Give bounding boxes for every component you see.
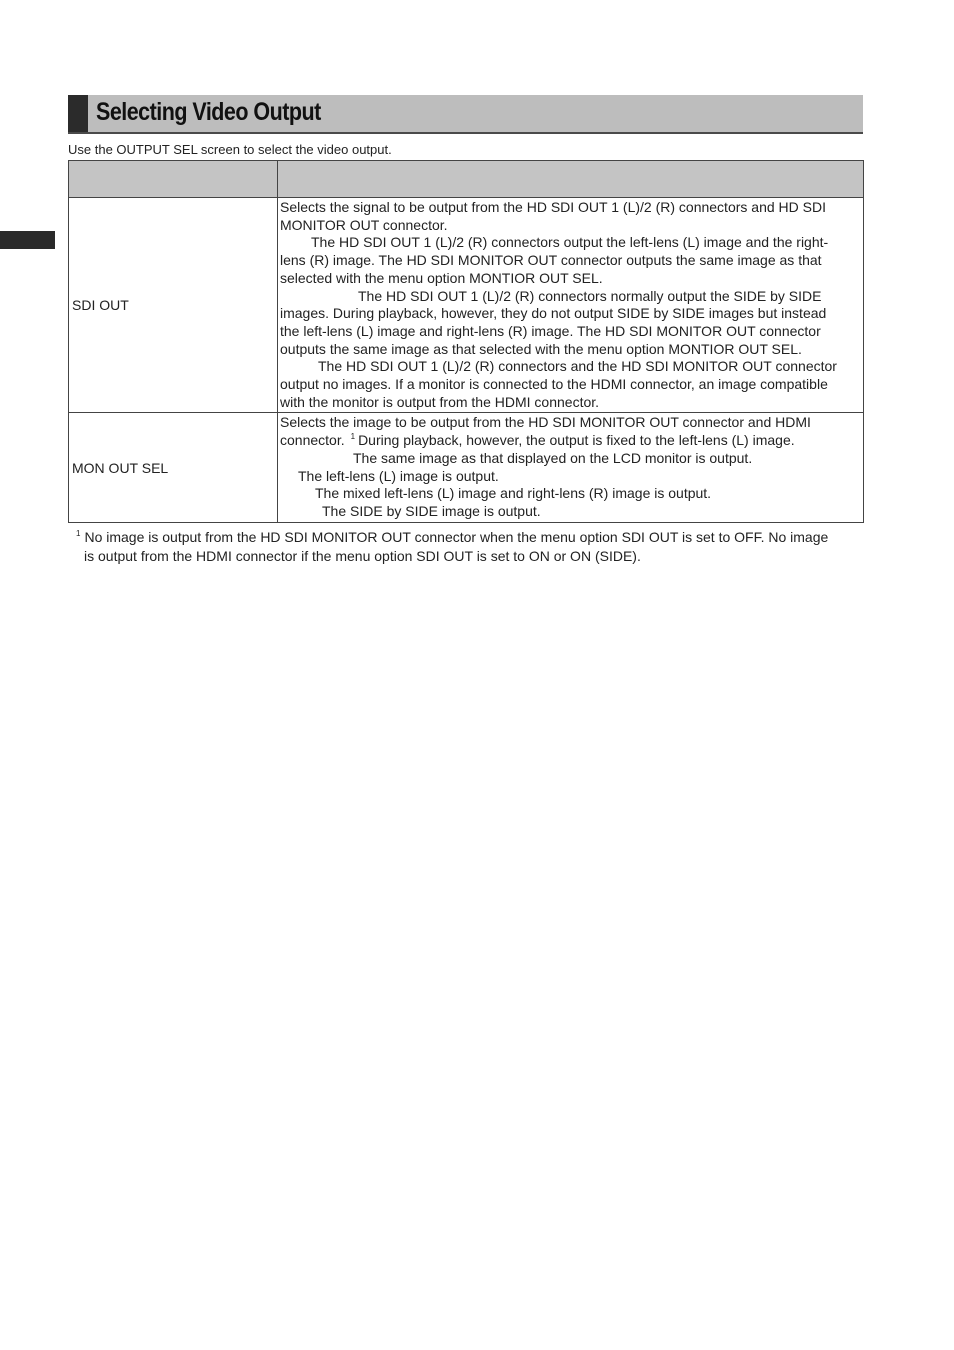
description-line: The HD SDI OUT 1 (L)/2 (R) connectors normally output the SIDE by SIDE xyxy=(358,287,822,304)
description-line: selected with the menu option MONTIOR OUT SEL. xyxy=(280,269,603,286)
table-header-row xyxy=(69,161,864,198)
intro-text: Use the OUTPUT SEL screen to select the video output. xyxy=(68,142,392,157)
table-row xyxy=(69,198,864,413)
menu-settings-table xyxy=(68,160,864,523)
section-title-bar xyxy=(68,95,863,134)
description-line: The HD SDI OUT 1 (L)/2 (R) connectors and the HD SDI MONITOR OUT connector xyxy=(318,358,837,375)
description-line: with the monitor is output from the HDMI connector. xyxy=(280,393,600,410)
description-line: lens (R) image. The HD SDI MONITOR OUT connector outputs the same image as that xyxy=(280,252,822,269)
description-line: outputs the same image as that selected with the menu option MONTIOR OUT SEL. xyxy=(280,340,802,357)
footnote xyxy=(76,528,866,566)
description-line: Selects the image to be output from the HD SDI MONITOR OUT connector and HDMI xyxy=(280,414,811,431)
item-description-sdi-out xyxy=(278,198,864,413)
description-fragment: connector. xyxy=(280,432,345,449)
description-line xyxy=(280,432,855,450)
page-title: Selecting Video Output xyxy=(96,98,321,126)
description-line: the left-lens (L) image and right-lens (R) image. The HD SDI MONITOR OUT connector xyxy=(280,322,821,339)
header-cell-item xyxy=(69,161,278,198)
item-name-sdi-out: SDI OUT xyxy=(69,198,278,413)
footnote-line xyxy=(76,528,866,547)
description-line: Selects the signal to be output from the HD SDI OUT 1 (L)/2 (R) connectors and HD SDI xyxy=(280,199,826,215)
description-line: The HD SDI OUT 1 (L)/2 (R) connectors output the left-lens (L) image and the right- xyxy=(311,234,829,251)
table-row xyxy=(69,413,864,522)
chapter-tab-marker xyxy=(0,231,55,249)
description-line: output no images. If a monitor is connected to the HDMI connector, an image compatible xyxy=(280,376,828,393)
description-line: images. During playback, however, they do not output SIDE by SIDE images but instead xyxy=(280,305,827,322)
title-accent-block xyxy=(68,95,88,132)
item-name-mon-out-sel: MON OUT SEL xyxy=(69,413,278,522)
item-description-mon-out-sel xyxy=(278,413,864,522)
description-line: The SIDE by SIDE image is output. xyxy=(322,502,541,519)
description-line: The same image as that displayed on the LCD monitor is output. xyxy=(353,449,753,466)
description-line: The mixed left-lens (L) image and right-lens (R) image is output. xyxy=(315,485,712,502)
footnote-line: is output from the HDMI connector if the menu option SDI OUT is set to ON or ON (SIDE). xyxy=(84,548,641,564)
description-line: The left-lens (L) image is output. xyxy=(298,467,499,484)
footnote-mark: 1 xyxy=(76,529,81,539)
footnote-text: No image is output from the HD SDI MONITOR OUT connector when the menu option SDI OUT is set to OFF. No image xyxy=(84,529,829,545)
description-line: MONITOR OUT connector. xyxy=(280,216,448,233)
description-fragment: During playback, however, the output is fixed to the left-lens (L) image. xyxy=(358,432,795,449)
footnote-reference: 1 xyxy=(350,432,356,442)
header-cell-description xyxy=(278,161,864,198)
